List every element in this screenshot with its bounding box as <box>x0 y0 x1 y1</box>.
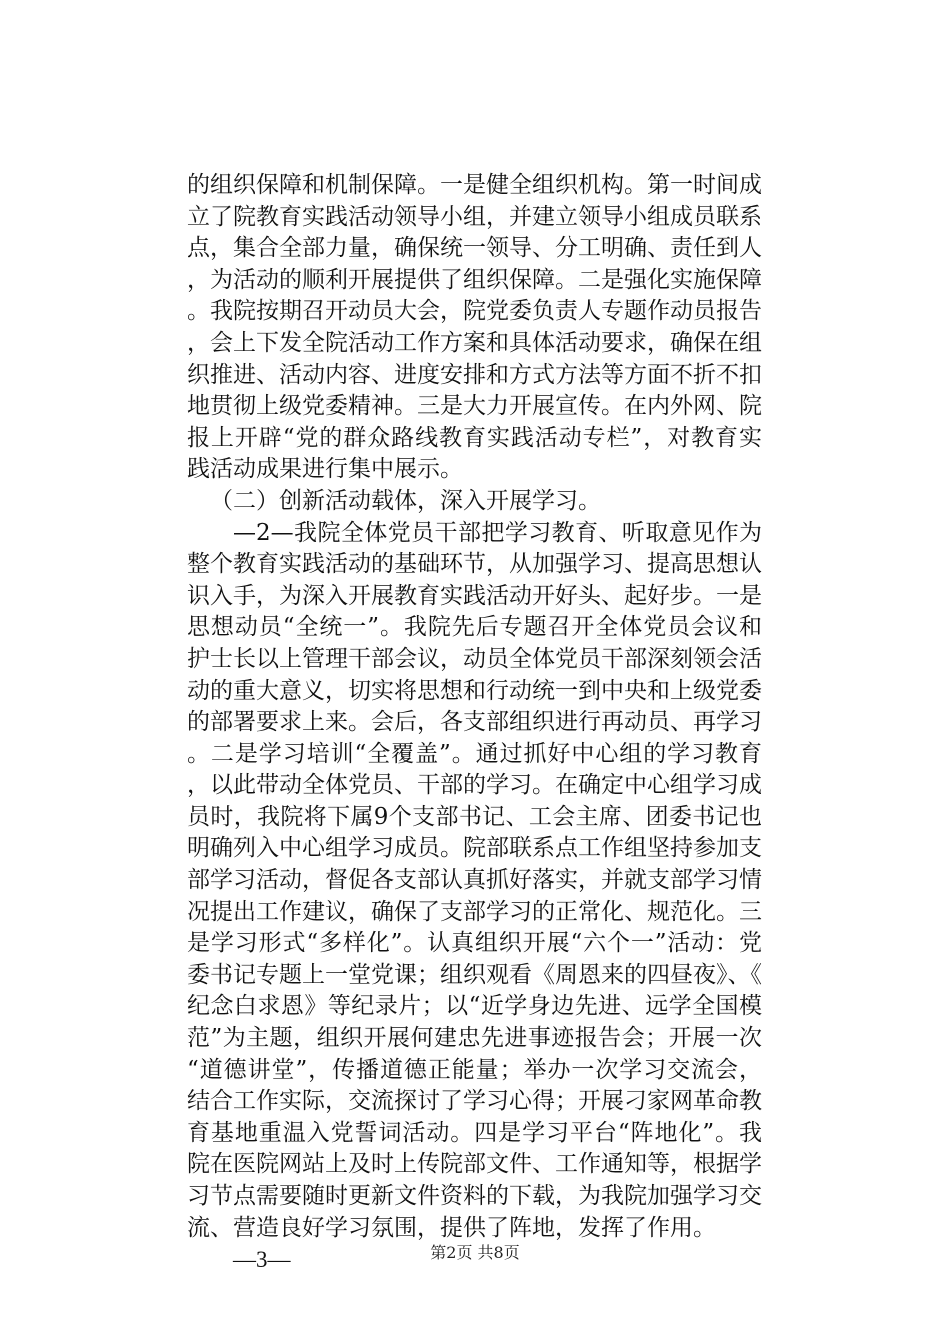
document-body <box>187 170 762 1276</box>
paragraph-organization: 的组织保障和机制保障。一是健全组织机构。第一时间成立了院教育实践活动领导小组，并建立领导小组成员联系点，集合全部力量，确保统一领导、分工明确、责任到人，为活动的顺利开展提供了组织保障。二是强化实施保障。我院按期召开动员大会，院党委负责人专题作动员报告，会上下发全院活动工作方案和具体活动要求，确保在组织推进、活动内容、进度安排和方式方法等方面不折不扣地贯彻上级党委精神。三是大力开展宣传。在内外网、院报上开辟“党的群众路线教育实践活动专栏”，对教育实践活动成果进行集中展示。 <box>187 172 762 483</box>
page-marker-3: —3— <box>233 1247 291 1273</box>
page-footer: 第2页 共8页 <box>430 1243 520 1262</box>
section-heading-2: （二）创新活动载体，深入开展学习。 <box>210 487 601 514</box>
paragraph-study: —2—我院全体党员干部把学习教育、听取意见作为整个教育实践活动的基础环节，从加强学习、提高思想认识入手，为深入开展教育实践活动开好头、起好步。一是思想动员“全统一”。我院先后专题召开全体党员会议和护士长以上管理干部会议，动员全体党员干部深刻领会活动的重大意义，切实将思想和行动统一到中央和上级党委的部署要求上来。会后，各支部组织进行再动员、再学习。二是学习培训“全覆盖”。通过抓好中心组的学习教育，以此带动全体党员、干部的学习。在确定中心组学习成员时，我院将下属9个支部书记、工会主席、团委书记也明确列入中心组学习成员。院部联系点工作组坚持参加支部学习活动，督促各支部认真抓好落实，并就支部学习情况提出工作建议，确保了支部学习的正常化、规范化。三是学习形式“多样化”。认真组织开展“六个一”活动：党委书记专题上一堂党课；组织观看《周恩来的四昼夜》、《纪念白求恩》等纪录片；以“近学身边先进、远学全国模范”为主题，组织开展何建忠先进事迹报告会；开展一次“道德讲堂”，传播道德正能量；举办一次学习交流会，结合工作实际，交流探讨了学习心得；开展刁家网革命教育基地重温入党誓词活动。四是学习平台“阵地化”。我院在医院网站上及时上传院部文件、工作通知等，根据学习节点需要随时更新文件资料的下载，为我院加强学习交流、营造良好学习氛围，提供了阵地，发挥了作用。 <box>187 519 762 1241</box>
